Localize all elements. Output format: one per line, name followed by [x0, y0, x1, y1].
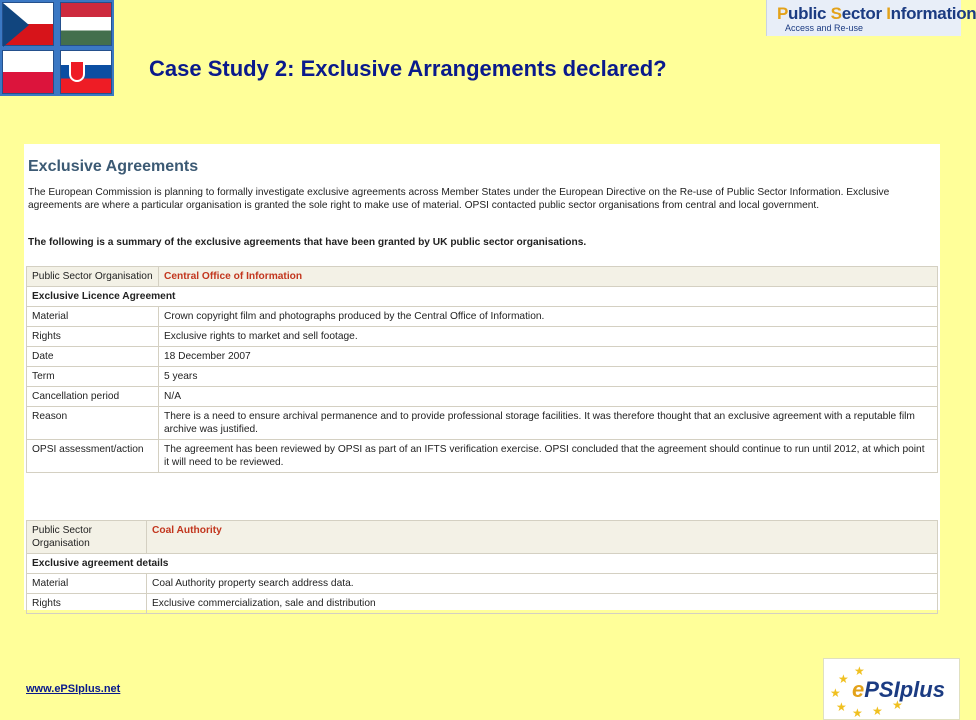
row-label: Material [27, 574, 147, 594]
org-label: Public Sector Organisation [27, 267, 159, 287]
table-row [27, 307, 938, 327]
star-icon: ★ [836, 700, 847, 714]
table-row [27, 554, 938, 574]
row-value: Exclusive rights to market and sell footage. [159, 327, 938, 347]
epsiplus-logo-text: ePSIplus [852, 677, 945, 702]
row-value: Crown copyright film and photographs produced by the Central Office of Information. [159, 307, 938, 327]
table-row [27, 347, 938, 367]
section-heading: Exclusive agreement details [27, 554, 938, 574]
hungarian-flag-icon [60, 2, 112, 46]
star-icon: ★ [892, 698, 903, 712]
row-value: 5 years [159, 367, 938, 387]
polish-flag-icon [2, 50, 54, 94]
panel-heading: Exclusive Agreements [28, 158, 199, 175]
star-icon: ★ [830, 686, 841, 700]
star-icon: ★ [854, 664, 865, 678]
star-icon: ★ [852, 706, 863, 720]
row-label: Date [27, 347, 159, 367]
star-icon: ★ [872, 704, 883, 718]
summary-paragraph: The following is a summary of the exclusive agreements that have been granted by UK public sector organisations. [28, 237, 587, 248]
row-label: OPSI assessment/action [27, 440, 159, 473]
slovak-flag-icon [60, 50, 112, 94]
row-value: There is a need to ensure archival permanence and to provide professional storage facilities. It was therefore thought that an exclusive agreement with a reputable film archive was justified. [159, 407, 938, 440]
row-label: Term [27, 367, 159, 387]
row-label: Rights [27, 327, 159, 347]
psi-logo-title: Public Sector Information [777, 4, 976, 23]
table-row [27, 367, 938, 387]
intro-paragraph: The European Commission is planning to formally investigate exclusive agreements across Member States under the European Directive on the Re-use of Public Sector Information. Exclusive agreements are where a particular organisation is granted the sole right to make use of material. OPSI contacted public sector organisations from central and local government. [28, 187, 890, 211]
table-row [27, 594, 938, 614]
psi-logo [766, 0, 976, 36]
row-value: N/A [159, 387, 938, 407]
flags-logo [0, 0, 114, 96]
row-label: Material [27, 307, 159, 327]
exclusive-agreements-panel [24, 144, 940, 610]
row-value: Exclusive commercialization, sale and distribution [147, 594, 938, 614]
slide-title: Case Study 2: Exclusive Arrangements declared? [149, 56, 667, 81]
table-row [27, 267, 938, 287]
row-label: Cancellation period [27, 387, 159, 407]
table-row [27, 287, 938, 307]
star-icon: ★ [838, 672, 849, 686]
table-row [27, 574, 938, 594]
agreement-table-coal [26, 520, 938, 614]
org-name: Coal Authority [147, 521, 938, 554]
slovak-crest-icon [69, 60, 85, 82]
row-value: Coal Authority property search address data. [147, 574, 938, 594]
psi-logo-subtitle: Access and Re-use [785, 23, 864, 33]
table-row [27, 521, 938, 554]
section-heading: Exclusive Licence Agreement [27, 287, 938, 307]
table-row [27, 407, 938, 440]
epsiplus-logo [823, 658, 960, 720]
row-label: Rights [27, 594, 147, 614]
row-value: 18 December 2007 [159, 347, 938, 367]
czech-flag-icon [2, 2, 54, 46]
table-row [27, 387, 938, 407]
row-label: Reason [27, 407, 159, 440]
epsiplus-website-link[interactable]: www.ePSIplus.net [26, 683, 121, 695]
org-name: Central Office of Information [159, 267, 938, 287]
table-row [27, 327, 938, 347]
row-value: The agreement has been reviewed by OPSI as part of an IFTS verification exercise. OPSI concluded that the agreement should continue to run until 2012, at which point it will need to be reviewed. [159, 440, 938, 473]
table-row [27, 440, 938, 473]
org-label: Public Sector Organisation [27, 521, 147, 554]
agreement-table-coi [26, 266, 938, 473]
